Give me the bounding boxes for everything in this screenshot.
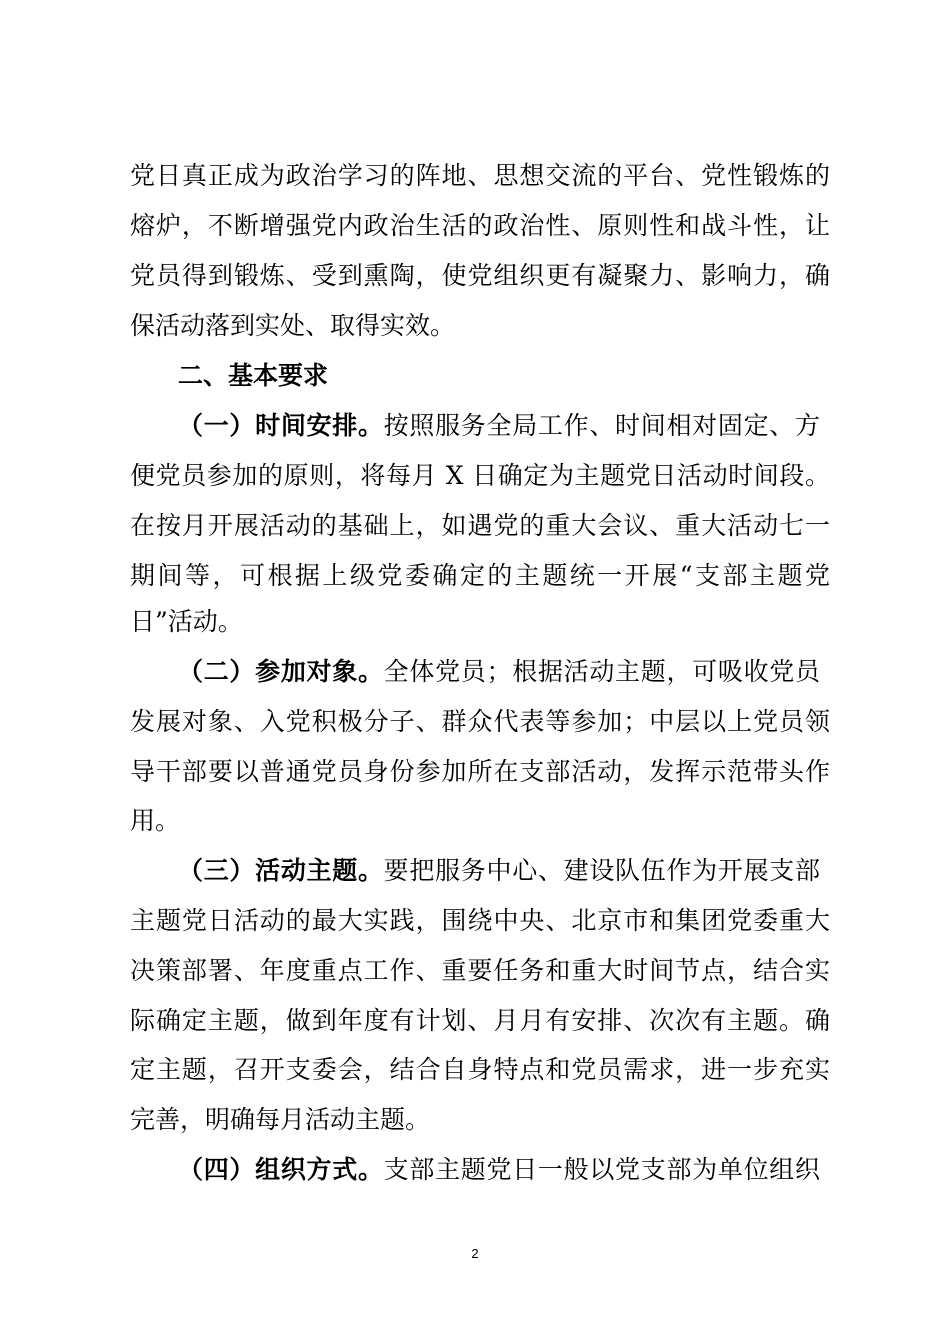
paragraph-line: 发展对象、入党积极分子、群众代表等参加；中层以上党员领 (130, 707, 830, 736)
paragraph-first-line (178, 1150, 820, 1190)
paragraph-line: 决策部署、年度重点工作、重要任务和重大时间节点，结合实 (130, 956, 830, 985)
section-heading: 二、基本要求 (178, 361, 329, 390)
paragraph-line: 完善，明确每月活动主题。 (130, 1105, 431, 1134)
paragraph-line: 主题党日活动的最大实践，围绕中央、北京市和集团党委重大 (130, 906, 830, 935)
paragraph-first-line (178, 851, 820, 891)
paragraph-first-line (178, 406, 820, 446)
paragraph-line: 保活动落到实处、取得实效。 (130, 311, 456, 340)
paragraph-text: 按照服务全局工作、时间相对固定、方 (383, 411, 820, 440)
paragraph-line: 定主题，召开支委会，结合自身特点和党员需求，进一步充实 (130, 1055, 830, 1084)
paragraph-text: 全体党员；根据活动主题，可吸收党员 (383, 657, 820, 686)
paragraph-line: 熔炉，不断增强党内政治生活的政治性、原则性和战斗性，让 (130, 211, 830, 240)
paragraph-line: 便党员参加的原则，将每月 X 日确定为主题党日活动时间段。 (130, 461, 830, 490)
paragraph-line: 在按月开展活动的基础上，如遇党的重大会议、重大活动七一 (130, 511, 830, 540)
paragraph-lead: （二）参加对象。 (178, 657, 384, 686)
paragraph-first-line (178, 652, 820, 692)
paragraph-text: 支部主题党日一般以党支部为单位组织 (383, 1155, 820, 1184)
paragraph-lead: （一）时间安排。 (178, 411, 384, 440)
paragraph-line: 用。 (130, 806, 181, 835)
paragraph-line: 党日真正成为政治学习的阵地、思想交流的平台、党性锻炼的 (130, 161, 830, 190)
paragraph-line: 导干部要以普通党员身份参加所在支部活动，发挥示范带头作 (130, 757, 830, 786)
paragraph-line: 党员得到锻炼、受到熏陶，使党组织更有凝聚力、影响力，确 (130, 261, 830, 290)
paragraph-lead: （四）组织方式。 (178, 1155, 384, 1184)
paragraph-text: 要把服务中心、建设队伍作为开展支部 (383, 856, 820, 885)
page-number: 2 (471, 1246, 479, 1261)
paragraph-lead: （三）活动主题。 (178, 856, 384, 885)
paragraph-line: 日”活动。 (130, 607, 243, 636)
paragraph-line: 际确定主题，做到年度有计划、月月有安排、次次有主题。确 (130, 1006, 830, 1035)
paragraph-line: 期间等，可根据上级党委确定的主题统一开展“支部主题党 (130, 561, 830, 590)
